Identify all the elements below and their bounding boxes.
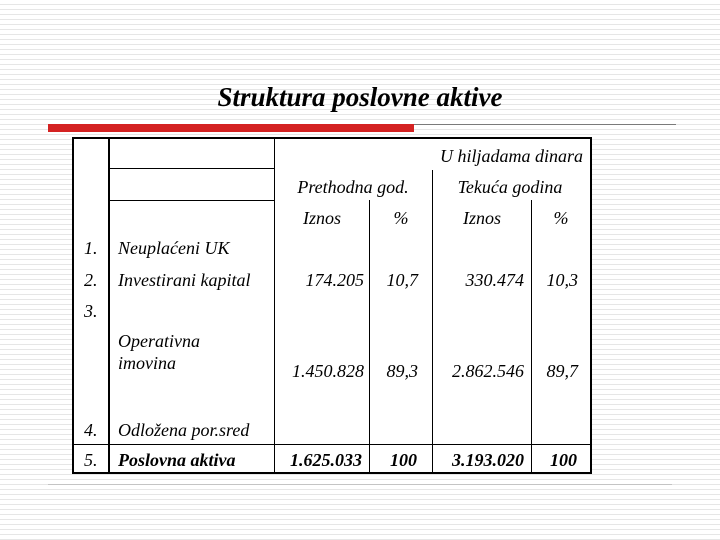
row-label: Neuplaćeni UK [118,238,230,258]
period-header-previous: Prethodna god. [297,177,409,197]
cur-percent-cell: 89,7 [546,361,578,381]
table-border-bottom [72,472,592,474]
table-col-divider [531,200,532,474]
sub-header-amount-previous: Iznos [302,208,341,228]
row-label-line-1: Operativna [118,331,200,351]
table-col-divider [432,170,433,474]
row-label: Poslovna aktiva [118,450,236,470]
table-border-left [72,138,74,474]
slide-title: Struktura poslovne aktive [217,82,503,112]
table-col-divider [369,200,370,474]
cur-amount-cell: 3.193.020 [452,450,524,470]
row-label: Odložena por.sred [118,420,250,440]
table-border-right [590,138,592,474]
sub-header-percent-previous: % [393,208,409,228]
unit-label: U hiljadama dinara [439,146,583,166]
prev-percent-cell: 100 [390,450,417,470]
cur-amount-cell: 2.862.546 [452,361,524,381]
table-col-divider [274,138,275,474]
table-col-divider [108,138,110,474]
row-number: 1. [84,238,98,258]
sub-header-amount-current: Iznos [462,208,501,228]
row-number: 5. [84,450,98,470]
row-label: Investirani kapital [118,270,251,290]
row-number: 2. [84,270,98,290]
row-number: 3. [84,301,98,321]
table-row-divider [108,168,274,169]
table-border-top [72,137,592,139]
cur-amount-cell: 330.474 [465,270,524,290]
prev-amount-cell: 174.205 [305,270,364,290]
footer-rule [48,484,672,485]
prev-amount-cell: 1.450.828 [292,361,364,381]
row-label-line-2: imovina [118,353,176,373]
table-row-divider [108,200,274,201]
row-number: 4. [84,420,98,440]
prev-percent-cell: 89,3 [386,361,418,381]
prev-percent-cell: 10,7 [386,270,418,290]
table-row-divider [72,444,592,445]
period-header-current: Tekuća godina [457,177,563,197]
sub-header-percent-current: % [553,208,569,228]
cur-percent-cell: 100 [550,450,577,470]
cur-percent-cell: 10,3 [546,270,578,290]
prev-amount-cell: 1.625.033 [290,450,362,470]
